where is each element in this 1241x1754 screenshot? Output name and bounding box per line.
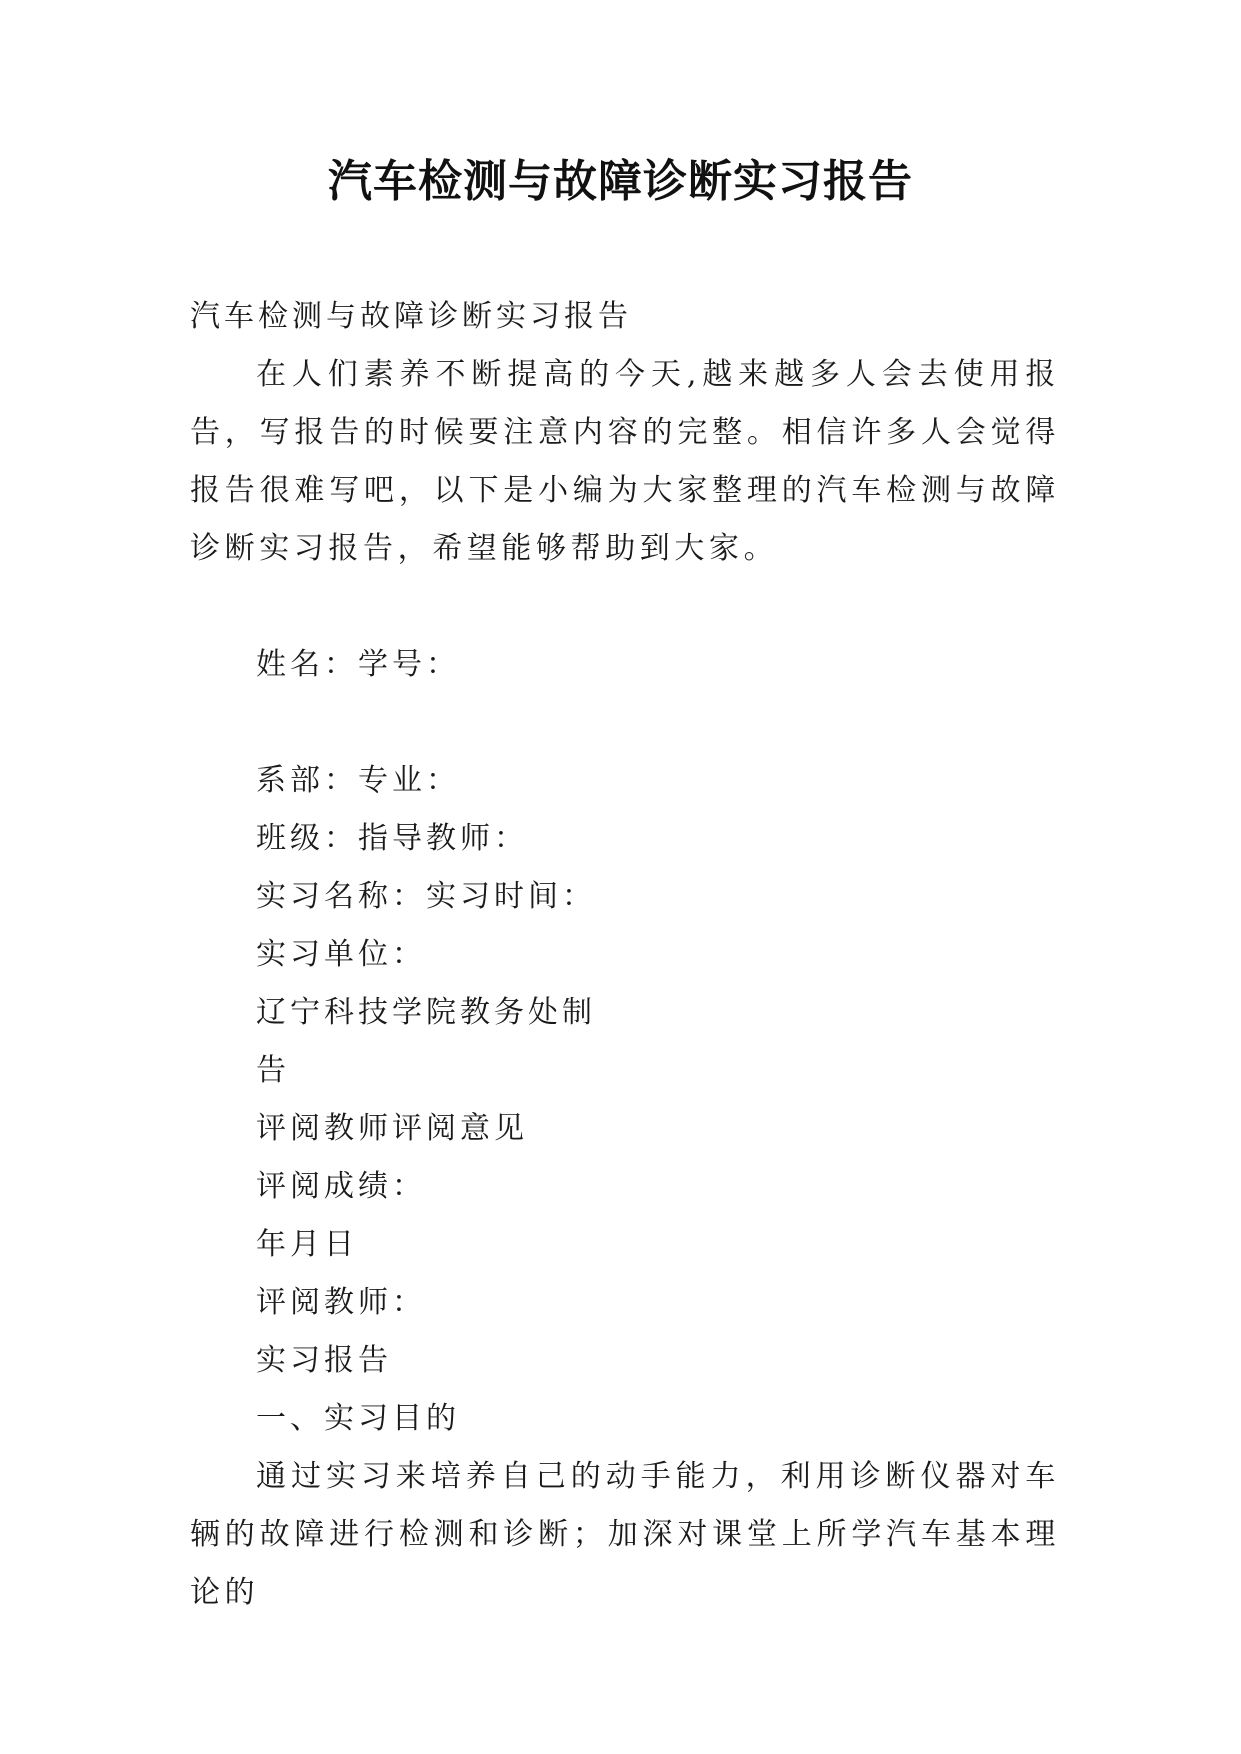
document-title: 汽车检测与故障诊断实习报告 — [328, 156, 913, 207]
intro-paragraph — [190, 346, 1060, 578]
section-1-paragraph — [190, 1448, 1060, 1622]
document-subtitle: 汽车检测与故障诊断实习报告 — [190, 299, 632, 334]
field-name-id: 姓名：学号： — [256, 647, 460, 682]
report-char: 告 — [256, 1053, 290, 1088]
spacer — [190, 694, 1060, 752]
field-intern-unit: 实习单位： — [256, 937, 426, 972]
section-1-paragraph-text: 通过实习来培养自己的动手能力，利用诊断仪器对车辆的故障进行检测和诊断；加深对课堂上所学汽车基本理论的 — [190, 1459, 1060, 1610]
date-line: 年月日 — [256, 1227, 358, 1262]
field-class-teacher: 班级：指导教师： — [256, 821, 528, 856]
school-line: 辽宁科技学院教务处制 — [256, 995, 596, 1030]
report-heading: 实习报告 — [256, 1343, 392, 1378]
review-score: 评阅成绩： — [256, 1169, 426, 1204]
field-intern-name-time: 实习名称：实习时间： — [256, 879, 596, 914]
spacer — [190, 578, 1060, 636]
section-1-heading: 一、实习目的 — [256, 1401, 460, 1436]
review-opinion: 评阅教师评阅意见 — [256, 1111, 528, 1146]
field-dept-major: 系部：专业： — [256, 763, 460, 798]
document-body — [190, 288, 1060, 1622]
review-teacher: 评阅教师： — [256, 1285, 426, 1320]
intro-paragraph-text: 在人们素养不断提高的今天,越来越多人会去使用报告，写报告的时候要注意内容的完整。相信许多人会觉得报告很难写吧，以下是小编为大家整理的汽车检测与故障诊断实习报告，希望能够帮助到大家。 — [190, 357, 1060, 566]
